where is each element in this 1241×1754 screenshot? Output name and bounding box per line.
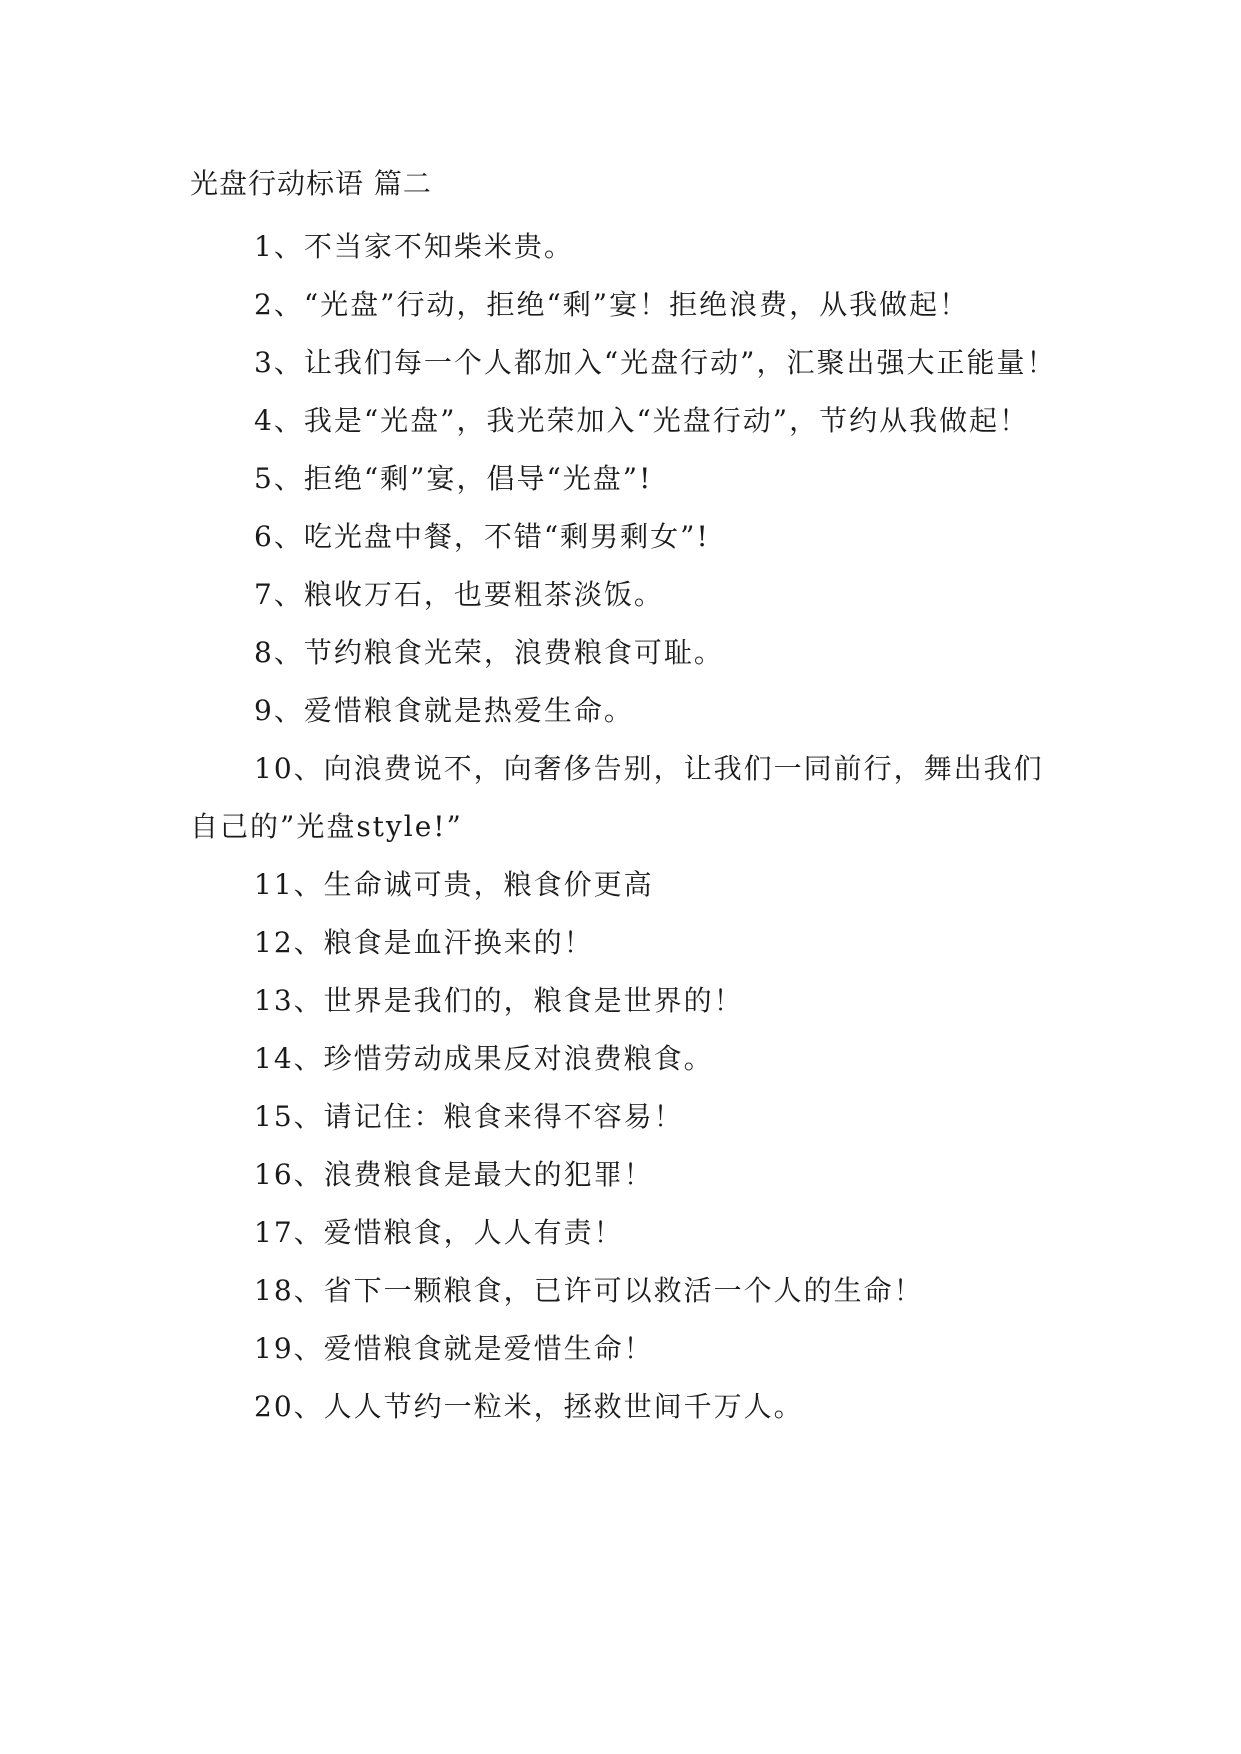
slogan-item-6: 6、吃光盘中餐，不错“剩男剩女”! [254,520,710,553]
slogan-item-1: 1、不当家不知柴米贵。 [254,230,574,263]
slogan-item-10: 10、向浪费说不，向奢侈告别，让我们一同前行，舞出我们自己的”光盘style!” [190,752,1044,843]
slogan-item-9: 9、爱惜粮食就是热爱生命。 [254,694,634,727]
slogan-item-14: 14、珍惜劳动成果反对浪费粮食。 [254,1042,714,1075]
slogan-item-4: 4、我是“光盘”，我光荣加入“光盘行动”，节约从我做起！ [254,404,1030,437]
slogan-item-8: 8、节约粮食光荣，浪费粮食可耻。 [254,636,724,669]
slogan-item-15: 15、请记住：粮食来得不容易！ [254,1100,684,1133]
slogan-item-19: 19、爱惜粮食就是爱惜生命！ [254,1332,654,1365]
slogan-item-20: 20、人人节约一粒米，拯救世间千万人。 [254,1390,804,1423]
slogan-item-18: 18、省下一颗粮食，已许可以救活一个人的生命！ [254,1274,924,1307]
slogan-item-17: 17、爱惜粮食，人人有责！ [254,1216,624,1249]
slogan-item-5: 5、拒绝“剩”宴，倡导“光盘”! [254,462,653,495]
slogan-item-11: 11、生命诚可贵，粮食价更高 [254,868,654,901]
slogan-list [190,218,1060,1436]
document-title: 光盘行动标语 篇二 [190,167,432,200]
document-page [190,160,1060,1436]
slogan-item-12: 12、粮食是血汗换来的！ [254,926,594,959]
slogan-item-2: 2、“光盘”行动，拒绝“剩”宴！拒绝浪费，从我做起！ [254,288,970,321]
slogan-item-3: 3、让我们每一个人都加入“光盘行动”，汇聚出强大正能量！ [254,346,1057,379]
slogan-item-16: 16、浪费粮食是最大的犯罪！ [254,1158,654,1191]
slogan-item-7: 7、粮收万石，也要粗茶淡饭。 [254,578,664,611]
slogan-item-13: 13、世界是我们的，粮食是世界的！ [254,984,744,1017]
